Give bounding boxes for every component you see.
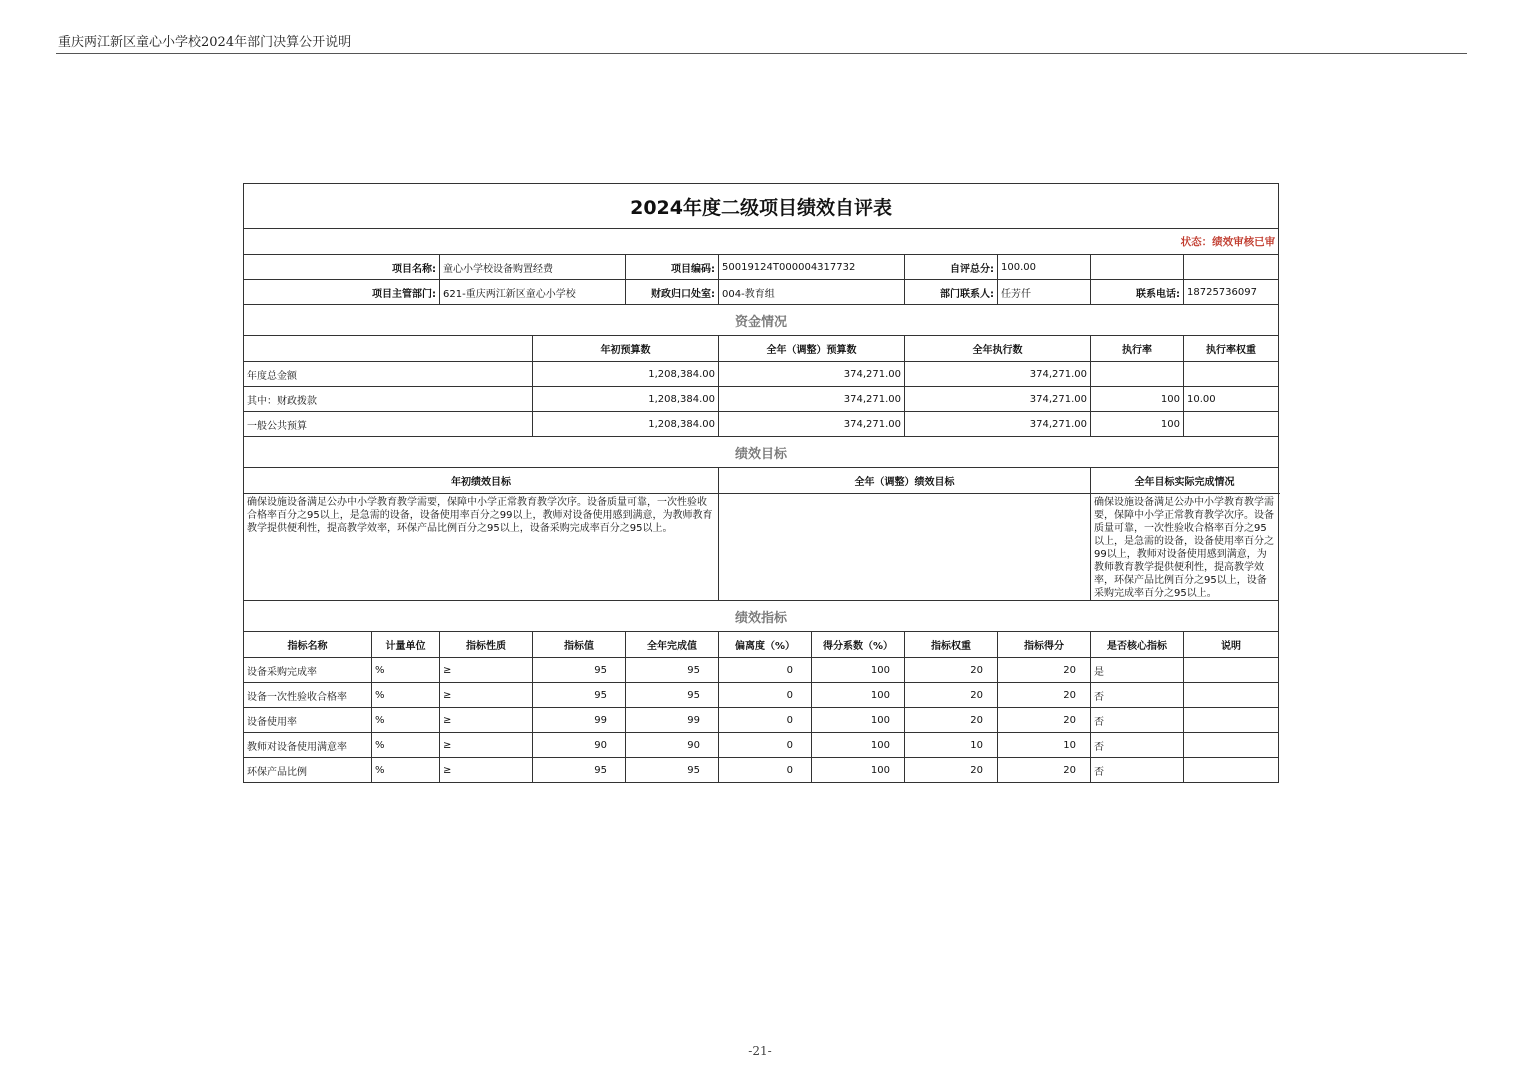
funds-row-weight bbox=[1184, 362, 1279, 387]
indicator-unit: % bbox=[372, 708, 440, 733]
ind-header-actual: 全年完成值 bbox=[626, 632, 719, 658]
indicator-note bbox=[1184, 758, 1279, 783]
indicator-score: 10 bbox=[998, 733, 1091, 758]
indicator-name: 教师对设备使用满意率 bbox=[244, 733, 372, 758]
ind-header-core: 是否核心指标 bbox=[1091, 632, 1184, 658]
indicator-unit: % bbox=[372, 658, 440, 683]
indicator-name: 设备使用率 bbox=[244, 708, 372, 733]
indicator-coef: 100 bbox=[812, 658, 905, 683]
ind-header-deviation: 偏离度（%） bbox=[719, 632, 812, 658]
info-row-1 bbox=[244, 255, 1279, 280]
indicator-note bbox=[1184, 733, 1279, 758]
indicator-coef: 100 bbox=[812, 708, 905, 733]
contact-label: 部门联系人: bbox=[905, 280, 998, 305]
indicator-score: 20 bbox=[998, 708, 1091, 733]
dept-label: 项目主管部门: bbox=[244, 280, 440, 305]
funds-row-executed: 374,271.00 bbox=[905, 362, 1091, 387]
funds-row-adjusted: 374,271.00 bbox=[719, 362, 905, 387]
indicators-section-title: 绩效指标 bbox=[244, 601, 1279, 632]
indicator-score: 20 bbox=[998, 658, 1091, 683]
indicator-row bbox=[244, 658, 1279, 683]
goals-header-actual: 全年目标实际完成情况 bbox=[1091, 468, 1279, 494]
indicator-deviation: 0 bbox=[719, 758, 812, 783]
empty-cell bbox=[1184, 255, 1279, 280]
funds-row-rate: 100 bbox=[1091, 387, 1184, 412]
funds-row bbox=[244, 412, 1279, 437]
goals-section-title: 绩效目标 bbox=[244, 437, 1279, 468]
indicator-row bbox=[244, 683, 1279, 708]
funds-row-weight bbox=[1184, 412, 1279, 437]
funds-row-name: 年度总金额 bbox=[244, 362, 533, 387]
phone-value: 18725736097 bbox=[1184, 280, 1279, 305]
indicator-deviation: 0 bbox=[719, 733, 812, 758]
indicator-nature: ≥ bbox=[440, 758, 533, 783]
indicator-row bbox=[244, 708, 1279, 733]
indicator-coef: 100 bbox=[812, 733, 905, 758]
indicator-core: 否 bbox=[1091, 683, 1184, 708]
ind-header-target: 指标值 bbox=[533, 632, 626, 658]
indicator-target: 95 bbox=[533, 683, 626, 708]
funds-row-name: 其中：财政拨款 bbox=[244, 387, 533, 412]
funds-row bbox=[244, 387, 1279, 412]
funds-row-rate bbox=[1091, 362, 1184, 387]
indicator-deviation: 0 bbox=[719, 658, 812, 683]
funds-row-weight: 10.00 bbox=[1184, 387, 1279, 412]
indicator-note bbox=[1184, 708, 1279, 733]
indicator-nature: ≥ bbox=[440, 658, 533, 683]
header-rule bbox=[56, 53, 1467, 54]
indicator-note bbox=[1184, 658, 1279, 683]
funds-row-adjusted: 374,271.00 bbox=[719, 387, 905, 412]
indicator-target: 99 bbox=[533, 708, 626, 733]
indicator-actual: 90 bbox=[626, 733, 719, 758]
indicator-weight: 20 bbox=[905, 708, 998, 733]
indicator-deviation: 0 bbox=[719, 708, 812, 733]
indicator-row bbox=[244, 733, 1279, 758]
score-label: 自评总分: bbox=[905, 255, 998, 280]
funds-header-blank bbox=[244, 336, 533, 362]
goal-actual-text: 确保设施设备满足公办中小学教育教学需要，保障中小学正常教育教学次序。设备质量可靠，一次性验收合格率百分之95以上，是急需的设备，设备使用率百分之99以上，教师对设备使用感到满意，为教师教育教学提供便利性，提高教学效率，环保产品比例百分之95以上，设备采购完成率百分之95以上。 bbox=[1091, 494, 1279, 601]
indicator-weight: 20 bbox=[905, 683, 998, 708]
info-row-2 bbox=[244, 280, 1279, 305]
ind-header-score: 指标得分 bbox=[998, 632, 1091, 658]
funds-section-title: 资金情况 bbox=[244, 305, 1279, 336]
project-code-label: 项目编码: bbox=[626, 255, 719, 280]
contact-value: 任芳仟 bbox=[998, 280, 1091, 305]
finance-label: 财政归口处室: bbox=[626, 280, 719, 305]
indicator-weight: 10 bbox=[905, 733, 998, 758]
empty-cell bbox=[1091, 255, 1184, 280]
indicator-core: 是 bbox=[1091, 658, 1184, 683]
funds-row-executed: 374,271.00 bbox=[905, 387, 1091, 412]
indicator-unit: % bbox=[372, 733, 440, 758]
goals-header-adjusted: 全年（调整）绩效目标 bbox=[719, 468, 1091, 494]
indicator-score: 20 bbox=[998, 683, 1091, 708]
page-header: 重庆两江新区童心小学校2024年部门决算公开说明 bbox=[58, 35, 352, 50]
indicator-unit: % bbox=[372, 683, 440, 708]
indicator-actual: 95 bbox=[626, 758, 719, 783]
indicator-row bbox=[244, 758, 1279, 783]
funds-row-rate: 100 bbox=[1091, 412, 1184, 437]
funds-row-adjusted: 374,271.00 bbox=[719, 412, 905, 437]
indicator-actual: 95 bbox=[626, 658, 719, 683]
indicator-weight: 20 bbox=[905, 758, 998, 783]
indicator-actual: 95 bbox=[626, 683, 719, 708]
goal-initial-text: 确保设施设备满足公办中小学教育教学需要，保障中小学正常教育教学次序。设备质量可靠，一次性验收合格率百分之95以上，是急需的设备，设备使用率百分之99以上，教师对设备使用感到满意，为教师教育教学提供便利性，提高教学效率，环保产品比例百分之95以上，设备采购完成率百分之95以上。 bbox=[244, 494, 719, 601]
funds-header-executed: 全年执行数 bbox=[905, 336, 1091, 362]
indicator-unit: % bbox=[372, 758, 440, 783]
indicator-name: 设备采购完成率 bbox=[244, 658, 372, 683]
indicator-core: 否 bbox=[1091, 733, 1184, 758]
status-badge: 状态：绩效审核已审 bbox=[244, 229, 1279, 255]
finance-value: 004-教育组 bbox=[719, 280, 905, 305]
funds-row-initial: 1,208,384.00 bbox=[533, 387, 719, 412]
ind-header-weight: 指标权重 bbox=[905, 632, 998, 658]
indicator-target: 90 bbox=[533, 733, 626, 758]
phone-label: 联系电话: bbox=[1091, 280, 1184, 305]
funds-row-name: 一般公共预算 bbox=[244, 412, 533, 437]
funds-row-initial: 1,208,384.00 bbox=[533, 412, 719, 437]
funds-header-adjusted: 全年（调整）预算数 bbox=[719, 336, 905, 362]
funds-header-weight: 执行率权重 bbox=[1184, 336, 1279, 362]
project-name-label: 项目名称: bbox=[244, 255, 440, 280]
indicator-core: 否 bbox=[1091, 708, 1184, 733]
project-name-value: 童心小学校设备购置经费 bbox=[440, 255, 626, 280]
indicator-note bbox=[1184, 683, 1279, 708]
indicator-name: 设备一次性验收合格率 bbox=[244, 683, 372, 708]
indicator-coef: 100 bbox=[812, 683, 905, 708]
ind-header-unit: 计量单位 bbox=[372, 632, 440, 658]
indicator-nature: ≥ bbox=[440, 683, 533, 708]
ind-header-nature: 指标性质 bbox=[440, 632, 533, 658]
performance-evaluation-table bbox=[243, 183, 1279, 783]
goal-adjusted-text bbox=[719, 494, 1091, 601]
page-number: -21- bbox=[748, 1044, 772, 1058]
indicator-nature: ≥ bbox=[440, 708, 533, 733]
ind-header-name: 指标名称 bbox=[244, 632, 372, 658]
indicator-score: 20 bbox=[998, 758, 1091, 783]
indicator-target: 95 bbox=[533, 658, 626, 683]
dept-value: 621-重庆两江新区童心小学校 bbox=[440, 280, 626, 305]
funds-header-initial: 年初预算数 bbox=[533, 336, 719, 362]
funds-row-executed: 374,271.00 bbox=[905, 412, 1091, 437]
goals-header-initial: 年初绩效目标 bbox=[244, 468, 719, 494]
indicator-actual: 99 bbox=[626, 708, 719, 733]
indicators-header-row bbox=[244, 632, 1279, 658]
funds-header-row bbox=[244, 336, 1279, 362]
indicator-target: 95 bbox=[533, 758, 626, 783]
goals-row bbox=[244, 494, 1279, 601]
indicator-core: 否 bbox=[1091, 758, 1184, 783]
goals-header-row bbox=[244, 468, 1279, 494]
indicator-coef: 100 bbox=[812, 758, 905, 783]
ind-header-coef: 得分系数（%） bbox=[812, 632, 905, 658]
indicator-deviation: 0 bbox=[719, 683, 812, 708]
indicator-weight: 20 bbox=[905, 658, 998, 683]
project-code-value: 50019124T000004317732 bbox=[719, 255, 905, 280]
funds-row-initial: 1,208,384.00 bbox=[533, 362, 719, 387]
ind-header-note: 说明 bbox=[1184, 632, 1279, 658]
indicator-name: 环保产品比例 bbox=[244, 758, 372, 783]
table-title: 2024年度二级项目绩效自评表 bbox=[244, 184, 1279, 229]
funds-header-rate: 执行率 bbox=[1091, 336, 1184, 362]
score-value: 100.00 bbox=[998, 255, 1091, 280]
funds-row bbox=[244, 362, 1279, 387]
indicator-nature: ≥ bbox=[440, 733, 533, 758]
